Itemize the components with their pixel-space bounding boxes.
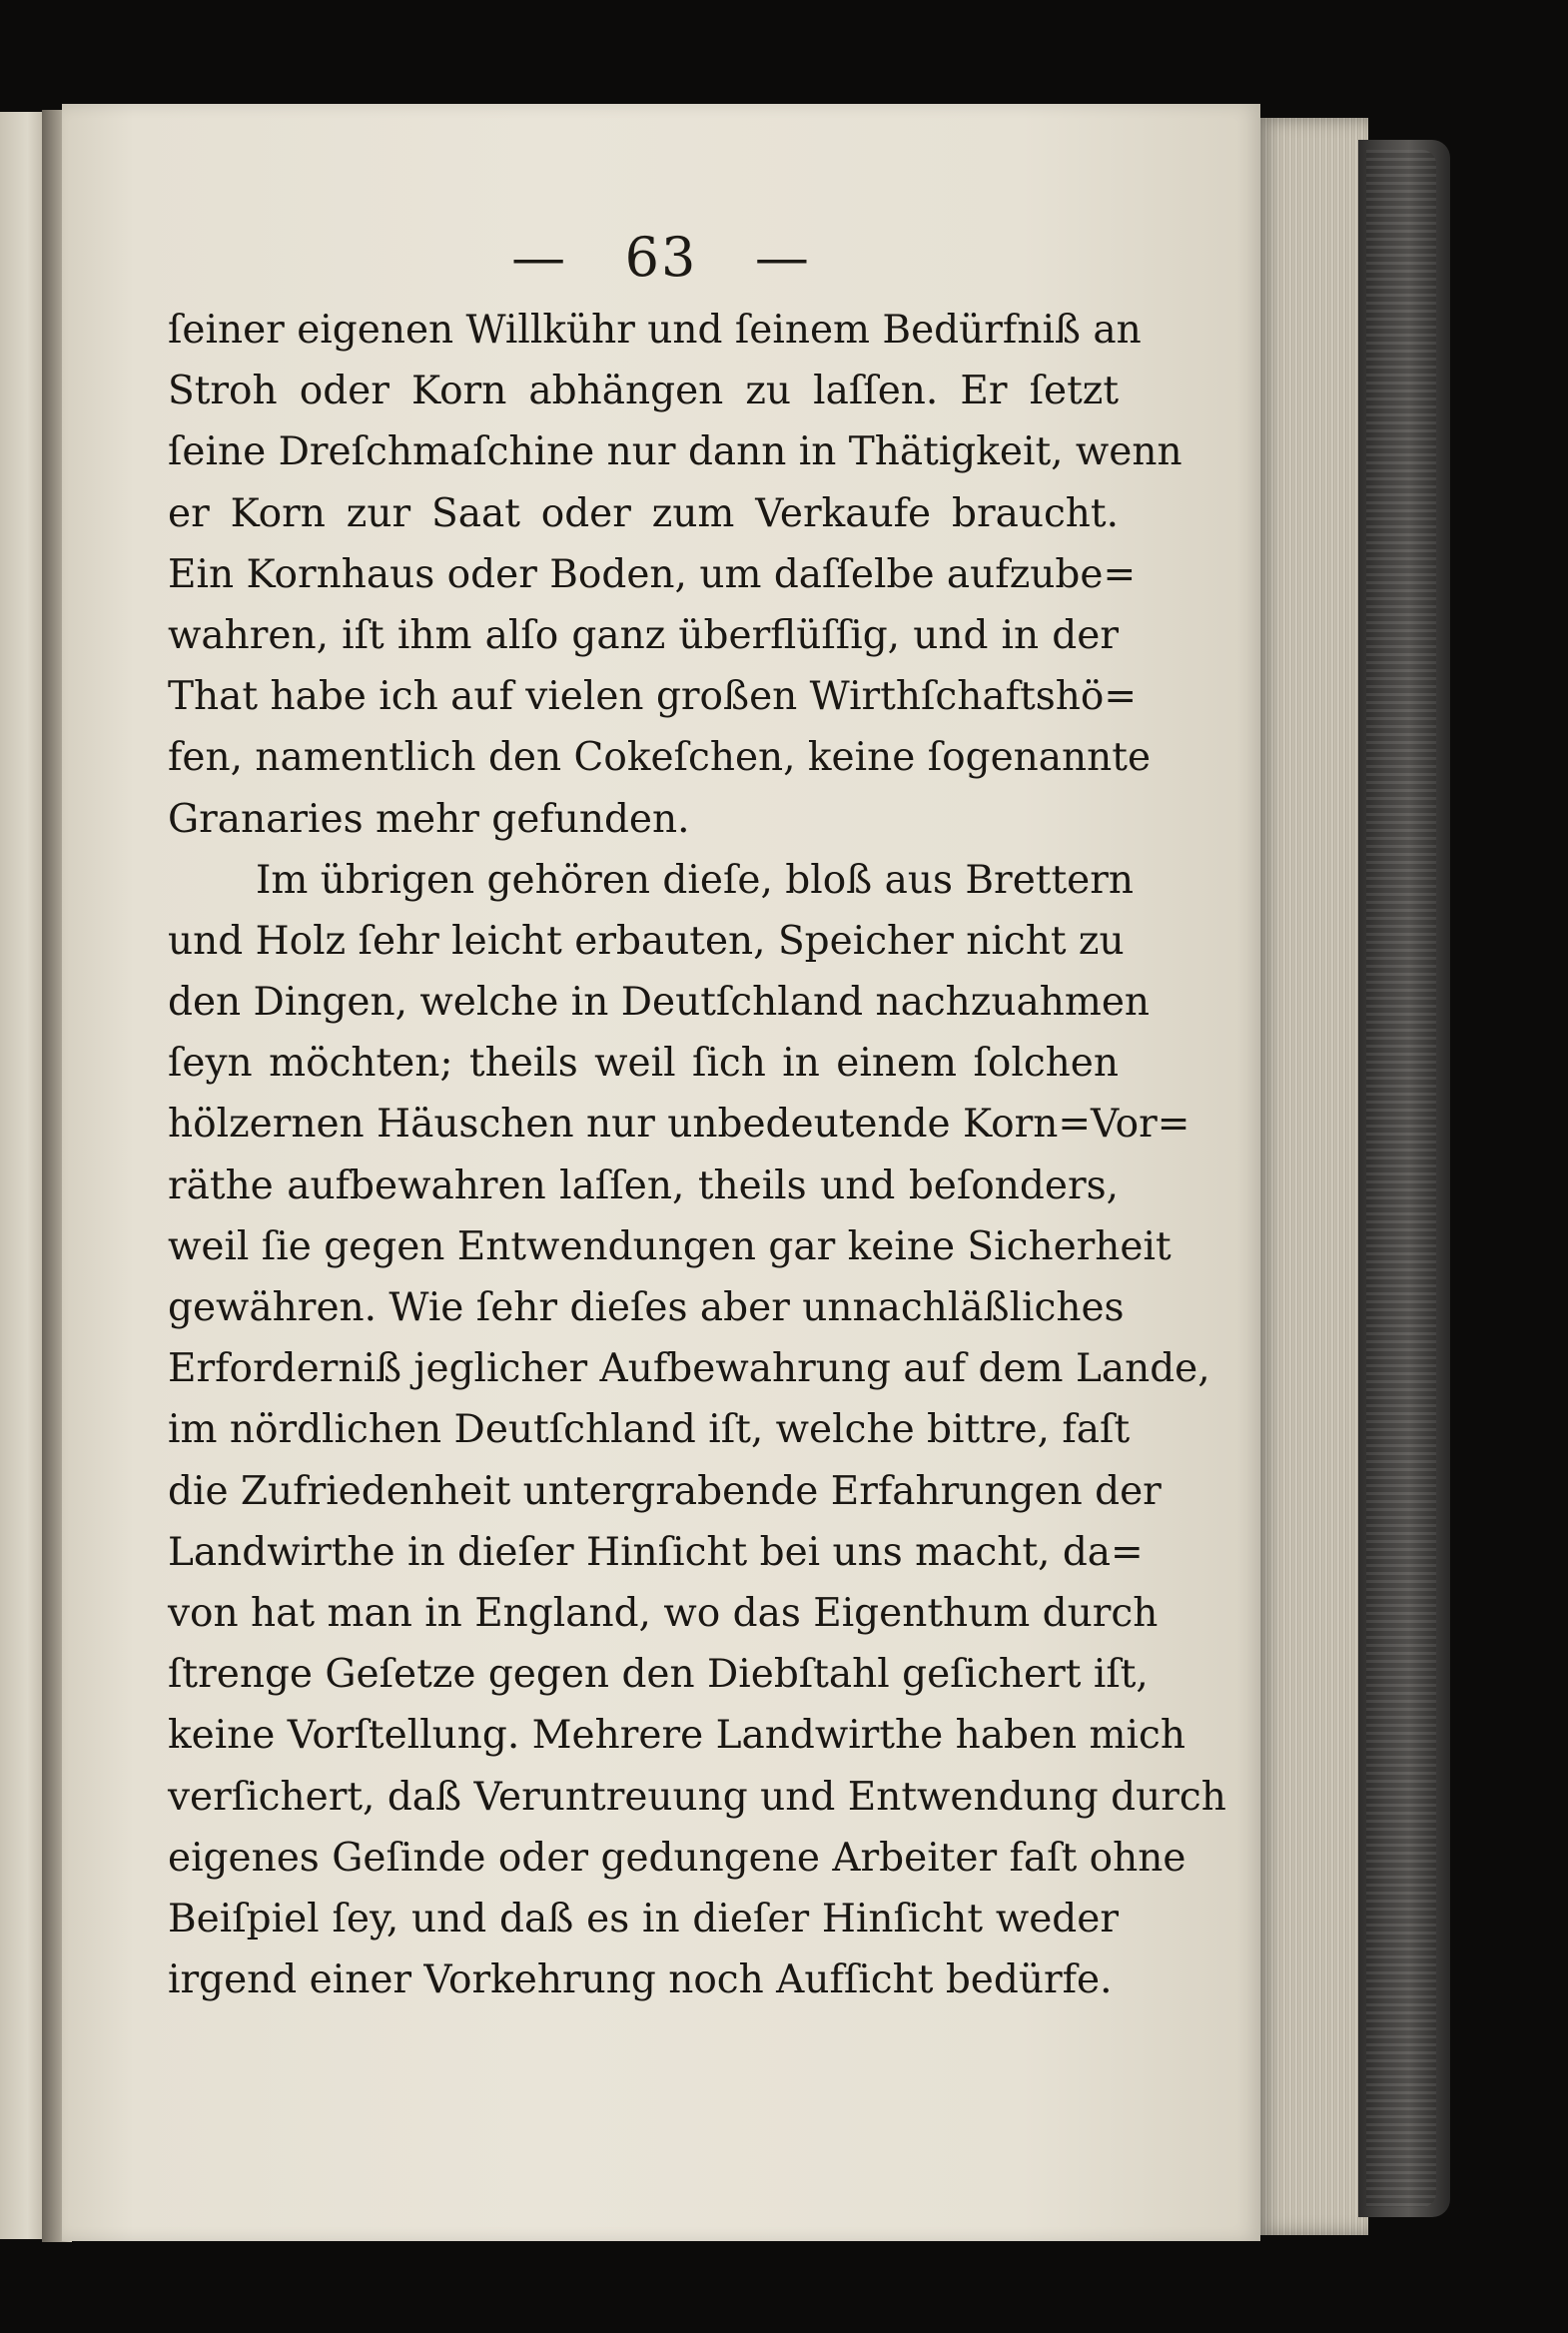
text-line: im nördlichen Deutſchland iſt, welche bittre, faſt xyxy=(168,1407,1131,1453)
header-dash-left: — xyxy=(511,226,568,289)
text-line: Granaries mehr gefunden. xyxy=(168,796,690,842)
text-line: hölzernen Häuschen nur unbedeutende Korn=Vor= xyxy=(168,1102,1190,1148)
text-line: ſeyn möchten; theils weil ſich in einem ſolchen xyxy=(168,1041,1119,1087)
text-line: Beiſpiel ſey, und daß es in dieſer Hinſicht weder xyxy=(168,1896,1119,1942)
text-line: Ein Kornhaus oder Boden, um daſſelbe aufzube= xyxy=(168,551,1137,597)
page-number: 63 xyxy=(624,226,698,289)
text-line: weil ſie gegen Entwendungen gar keine Sicherheit xyxy=(168,1223,1172,1269)
text-line: Landwirthe in dieſer Hinſicht bei uns macht, da= xyxy=(168,1529,1144,1575)
text-line: räthe aufbewahren laſſen, theils und beſonders, xyxy=(168,1163,1119,1208)
text-line: die Zufriedenheit untergrabende Erfahrungen der xyxy=(168,1468,1162,1514)
text-line: und Holz ſehr leicht erbauten, Speicher nicht zu xyxy=(168,918,1125,964)
text-line: That habe ich auf vielen großen Wirthſchaftshö= xyxy=(168,674,1138,720)
text-line: fen, namentlich den Cokeſchen, keine ſogenannte xyxy=(168,735,1152,781)
text-line: ſeine Dreſchmaſchine nur dann in Thätigkeit, wenn xyxy=(168,429,1182,475)
text-line: Erforderniß jeglicher Aufbewahrung auf dem Lande, xyxy=(168,1346,1210,1392)
header-dash-right: — xyxy=(754,226,811,289)
body-text xyxy=(168,300,1226,2010)
text-line: ſtrenge Geſetze gegen den Diebſtahl geſichert iſt, xyxy=(168,1652,1149,1698)
paragraph-start-line: Im übrigen gehören dieſe, bloß aus Brettern xyxy=(256,857,1134,903)
text-line: gewähren. Wie ſehr dieſes aber unnachläßliches xyxy=(168,1285,1125,1330)
page-edges xyxy=(1256,118,1368,2235)
text-line: Stroh oder Korn abhängen zu laſſen. Er ſetzt xyxy=(168,369,1119,414)
page-header xyxy=(62,226,1260,289)
text-line: ſeiner eigenen Willkühr und ſeinem Bedürfniß an xyxy=(168,308,1142,353)
text-line: eigenes Geſinde oder gedungene Arbeiter faſt ohne xyxy=(168,1835,1186,1881)
text-line: er Korn zur Saat oder zum Verkaufe braucht. xyxy=(168,490,1119,536)
text-line: irgend einer Vorkehrung noch Aufſicht bedürfe. xyxy=(168,1957,1113,2003)
cover-texture xyxy=(1366,150,1436,2207)
text-line: wahren, iſt ihm alſo ganz überflüſſig, und in der xyxy=(168,612,1119,658)
text-line: den Dingen, welche in Deutſchland nachzuahmen xyxy=(168,980,1151,1026)
text-line: von hat man in England, wo das Eigenthum durch xyxy=(168,1590,1159,1636)
text-line: verſichert, daß Veruntreuung und Entwendung durch xyxy=(168,1774,1226,1820)
text-line: keine Vorſtellung. Mehrere Landwirthe haben mich xyxy=(168,1713,1185,1759)
